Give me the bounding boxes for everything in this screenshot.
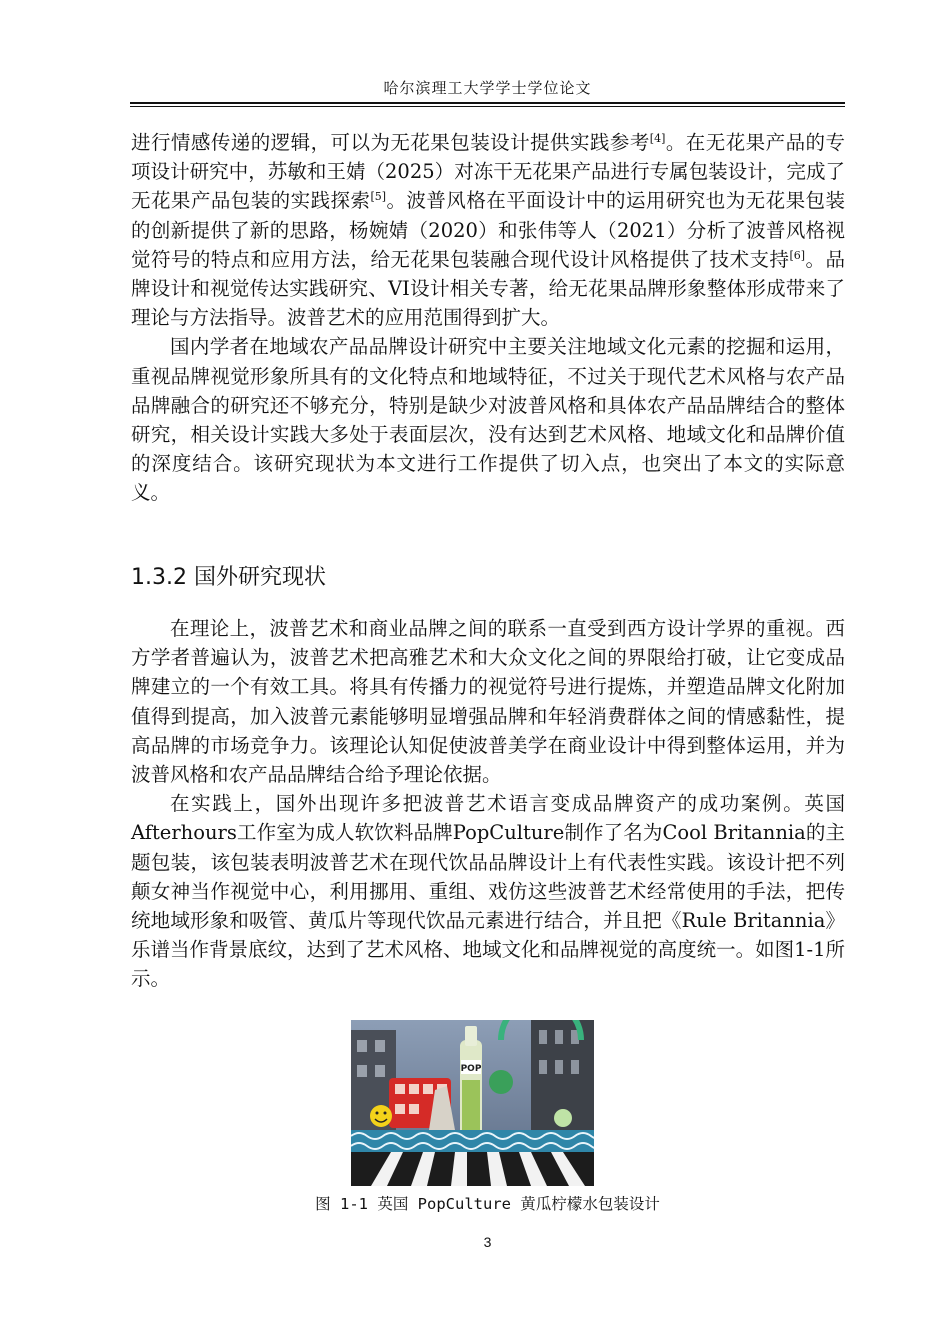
figure-popculture-packaging (351, 1020, 594, 1186)
section-1-3-1-tail (131, 128, 845, 508)
citation-5: [5] (370, 190, 387, 204)
paragraph-domestic-review: 进行情感传递的逻辑，可以为无花果包装设计提供实践参考[4]。在无花果产品的专项设计研究中，苏敏和王婧（2025）对冻干无花果产品进行专属包装设计，完成了无花果产品包装的实践探索[5]。波普风格在平面设计中的运用研究也为无花果包装的创新提供了新的思路，杨婉婧（2020）和张伟等人（2021）分析了波普风格视觉符号的特点和应用方法，给无花果包装融合现代设计风格提供了技术支持[6]。品牌设计和视觉传达实践研究、VI设计相关专著，给无花果品牌形象整体形成带来了理论与方法指导。波普艺术的应用范围得到扩大。 (131, 131, 845, 330)
section-1-3-2-body (131, 614, 845, 994)
citation-4: [4] (649, 132, 666, 145)
page-number: 3 (483, 1234, 492, 1250)
section-heading-1-3-2: 1.3.2 国外研究现状 (131, 565, 326, 590)
header-rule-thick (130, 102, 845, 104)
header-rule-thin (130, 106, 845, 107)
paragraph-practice: 在实践上，国外出现许多把波普艺术语言变成品牌资产的成功案例。英国Afterhours工作室为成人软饮料品牌PopCulture制作了名为Cool Britannia的主题包装，该包装表明波普艺术在现代饮品品牌设计上有代表性实践。该设计把不列颠女神当作视觉中心，利用挪用、重组、戏仿这些波普艺术经常使用的手法，把传统地域形象和吸管、黄瓜片等现代饮品元素进行结合，并且把《Rule Britannia》乐谱当作背景底纹，达到了艺术风格、地域文化和品牌视觉的高度统一。如图1-1所示。 (131, 792, 845, 991)
paragraph-domestic-summary: 国内学者在地域农产品品牌设计研究中主要关注地域文化元素的挖掘和运用，重视品牌视觉形象所具有的文化特点和地域特征，不过关于现代艺术风格与农产品品牌融合的研究还不够充分，特别是缺少对波普风格和具体农产品品牌结合的整体研究，相关设计实践大多处于表面层次，没有达到艺术风格、地域文化和品牌价值的深度结合。该研究现状为本文进行工作提供了切入点，也突出了本文的实际意义。 (131, 335, 845, 505)
running-header: 哈尔滨理工大学学士学位论文 (383, 79, 592, 97)
bottle-label: POP (460, 1064, 482, 1074)
figure-image (351, 1020, 594, 1186)
green-fan (489, 1070, 513, 1094)
cucumber-slice (554, 1109, 572, 1127)
smiley-icon (370, 1105, 392, 1127)
figure-caption: 图 1-1 英国 PopCulture 黄瓜柠檬水包装设计 (315, 1195, 660, 1213)
paragraph-theory: 在理论上，波普艺术和商业品牌之间的联系一直受到西方设计学界的重视。西方学者普遍认为，波普艺术把高雅艺术和大众文化之间的界限给打破，让它变成品牌建立的一个有效工具。将具有传播力的视觉符号进行提炼，并塑造品牌文化附加值得到提高，加入波普元素能够明显增强品牌和年轻消费群体之间的情感黏性，提高品牌的市场竞争力。该理论认知促使波普美学在商业设计中得到整体运用，并为波普风格和农产品品牌结合给予理论依据。 (131, 617, 845, 787)
citation-6: [6] (789, 248, 806, 262)
